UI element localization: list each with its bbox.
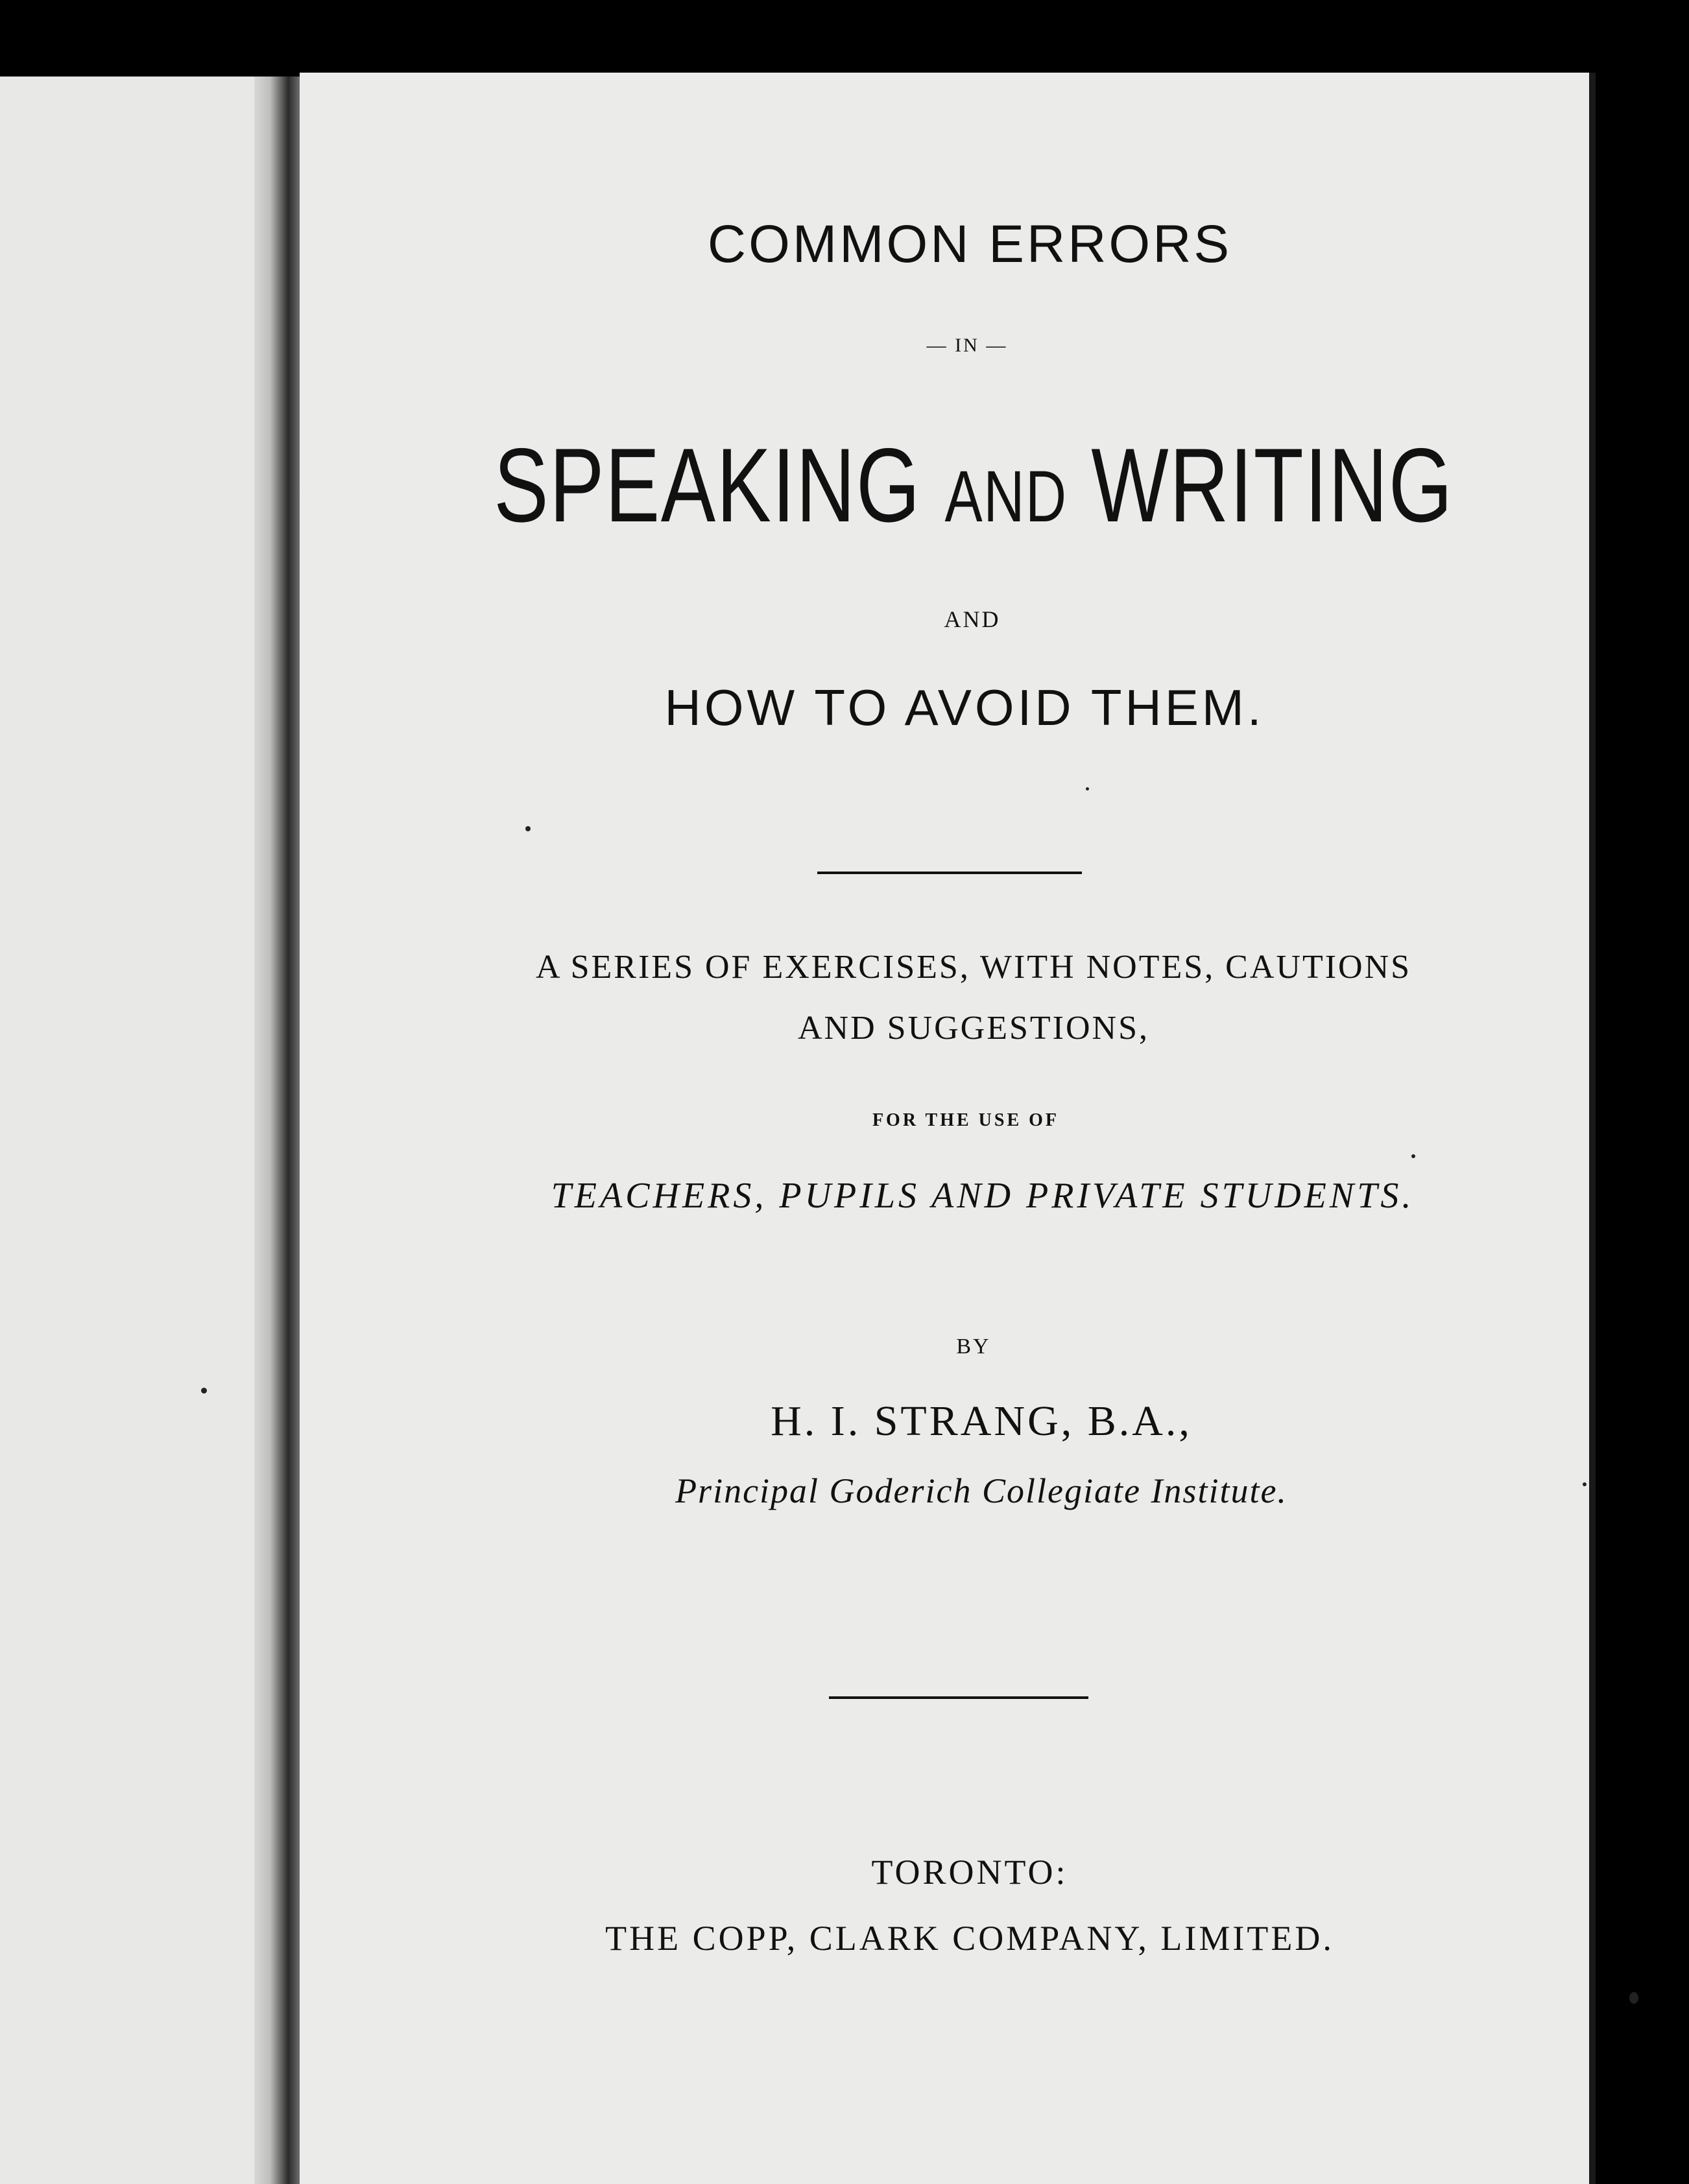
- divider-rule-bottom: [829, 1696, 1088, 1699]
- title-line-1: COMMON ERRORS: [707, 215, 1232, 274]
- audience-line: TEACHERS, PUPILS AND PRIVATE STUDENTS.: [551, 1176, 1415, 1216]
- title-line-2: [468, 425, 1479, 546]
- book-spine: [254, 77, 300, 2184]
- connector-and: AND: [944, 606, 1001, 632]
- for-use-line: FOR THE USE OF: [872, 1110, 1060, 1130]
- left-blank-page: [0, 77, 254, 2184]
- scan-speck: [1411, 1154, 1415, 1158]
- divider-rule-top: [817, 872, 1082, 874]
- subtitle-line-1: A SERIES OF EXERCISES, WITH NOTES, CAUTIONS: [535, 949, 1412, 986]
- title-word-and: AND: [944, 456, 1068, 537]
- scan-speck: [1583, 1482, 1587, 1486]
- author-name: H. I. STRANG, B.A.,: [771, 1397, 1192, 1445]
- connector-in: — IN —: [926, 335, 1008, 356]
- scan-speck: [525, 826, 531, 831]
- scan-speck: [1629, 1992, 1638, 2004]
- publication-place: TORONTO:: [871, 1853, 1068, 1892]
- scan-speck: [1086, 787, 1089, 790]
- title-line-3: HOW TO AVOID THEM.: [664, 679, 1265, 736]
- author-affiliation: Principal Goderich Collegiate Institute.: [675, 1471, 1288, 1510]
- title-word-speaking: SPEAKING: [494, 427, 921, 544]
- by-line: BY: [956, 1335, 991, 1359]
- title-page: [300, 73, 1596, 2184]
- publisher-name: THE COPP, CLARK COMPANY, LIMITED.: [605, 1919, 1334, 1958]
- scan-speck: [201, 1388, 207, 1394]
- title-word-writing: WRITING: [1091, 427, 1454, 544]
- subtitle-line-2: AND SUGGESTIONS,: [797, 1010, 1150, 1047]
